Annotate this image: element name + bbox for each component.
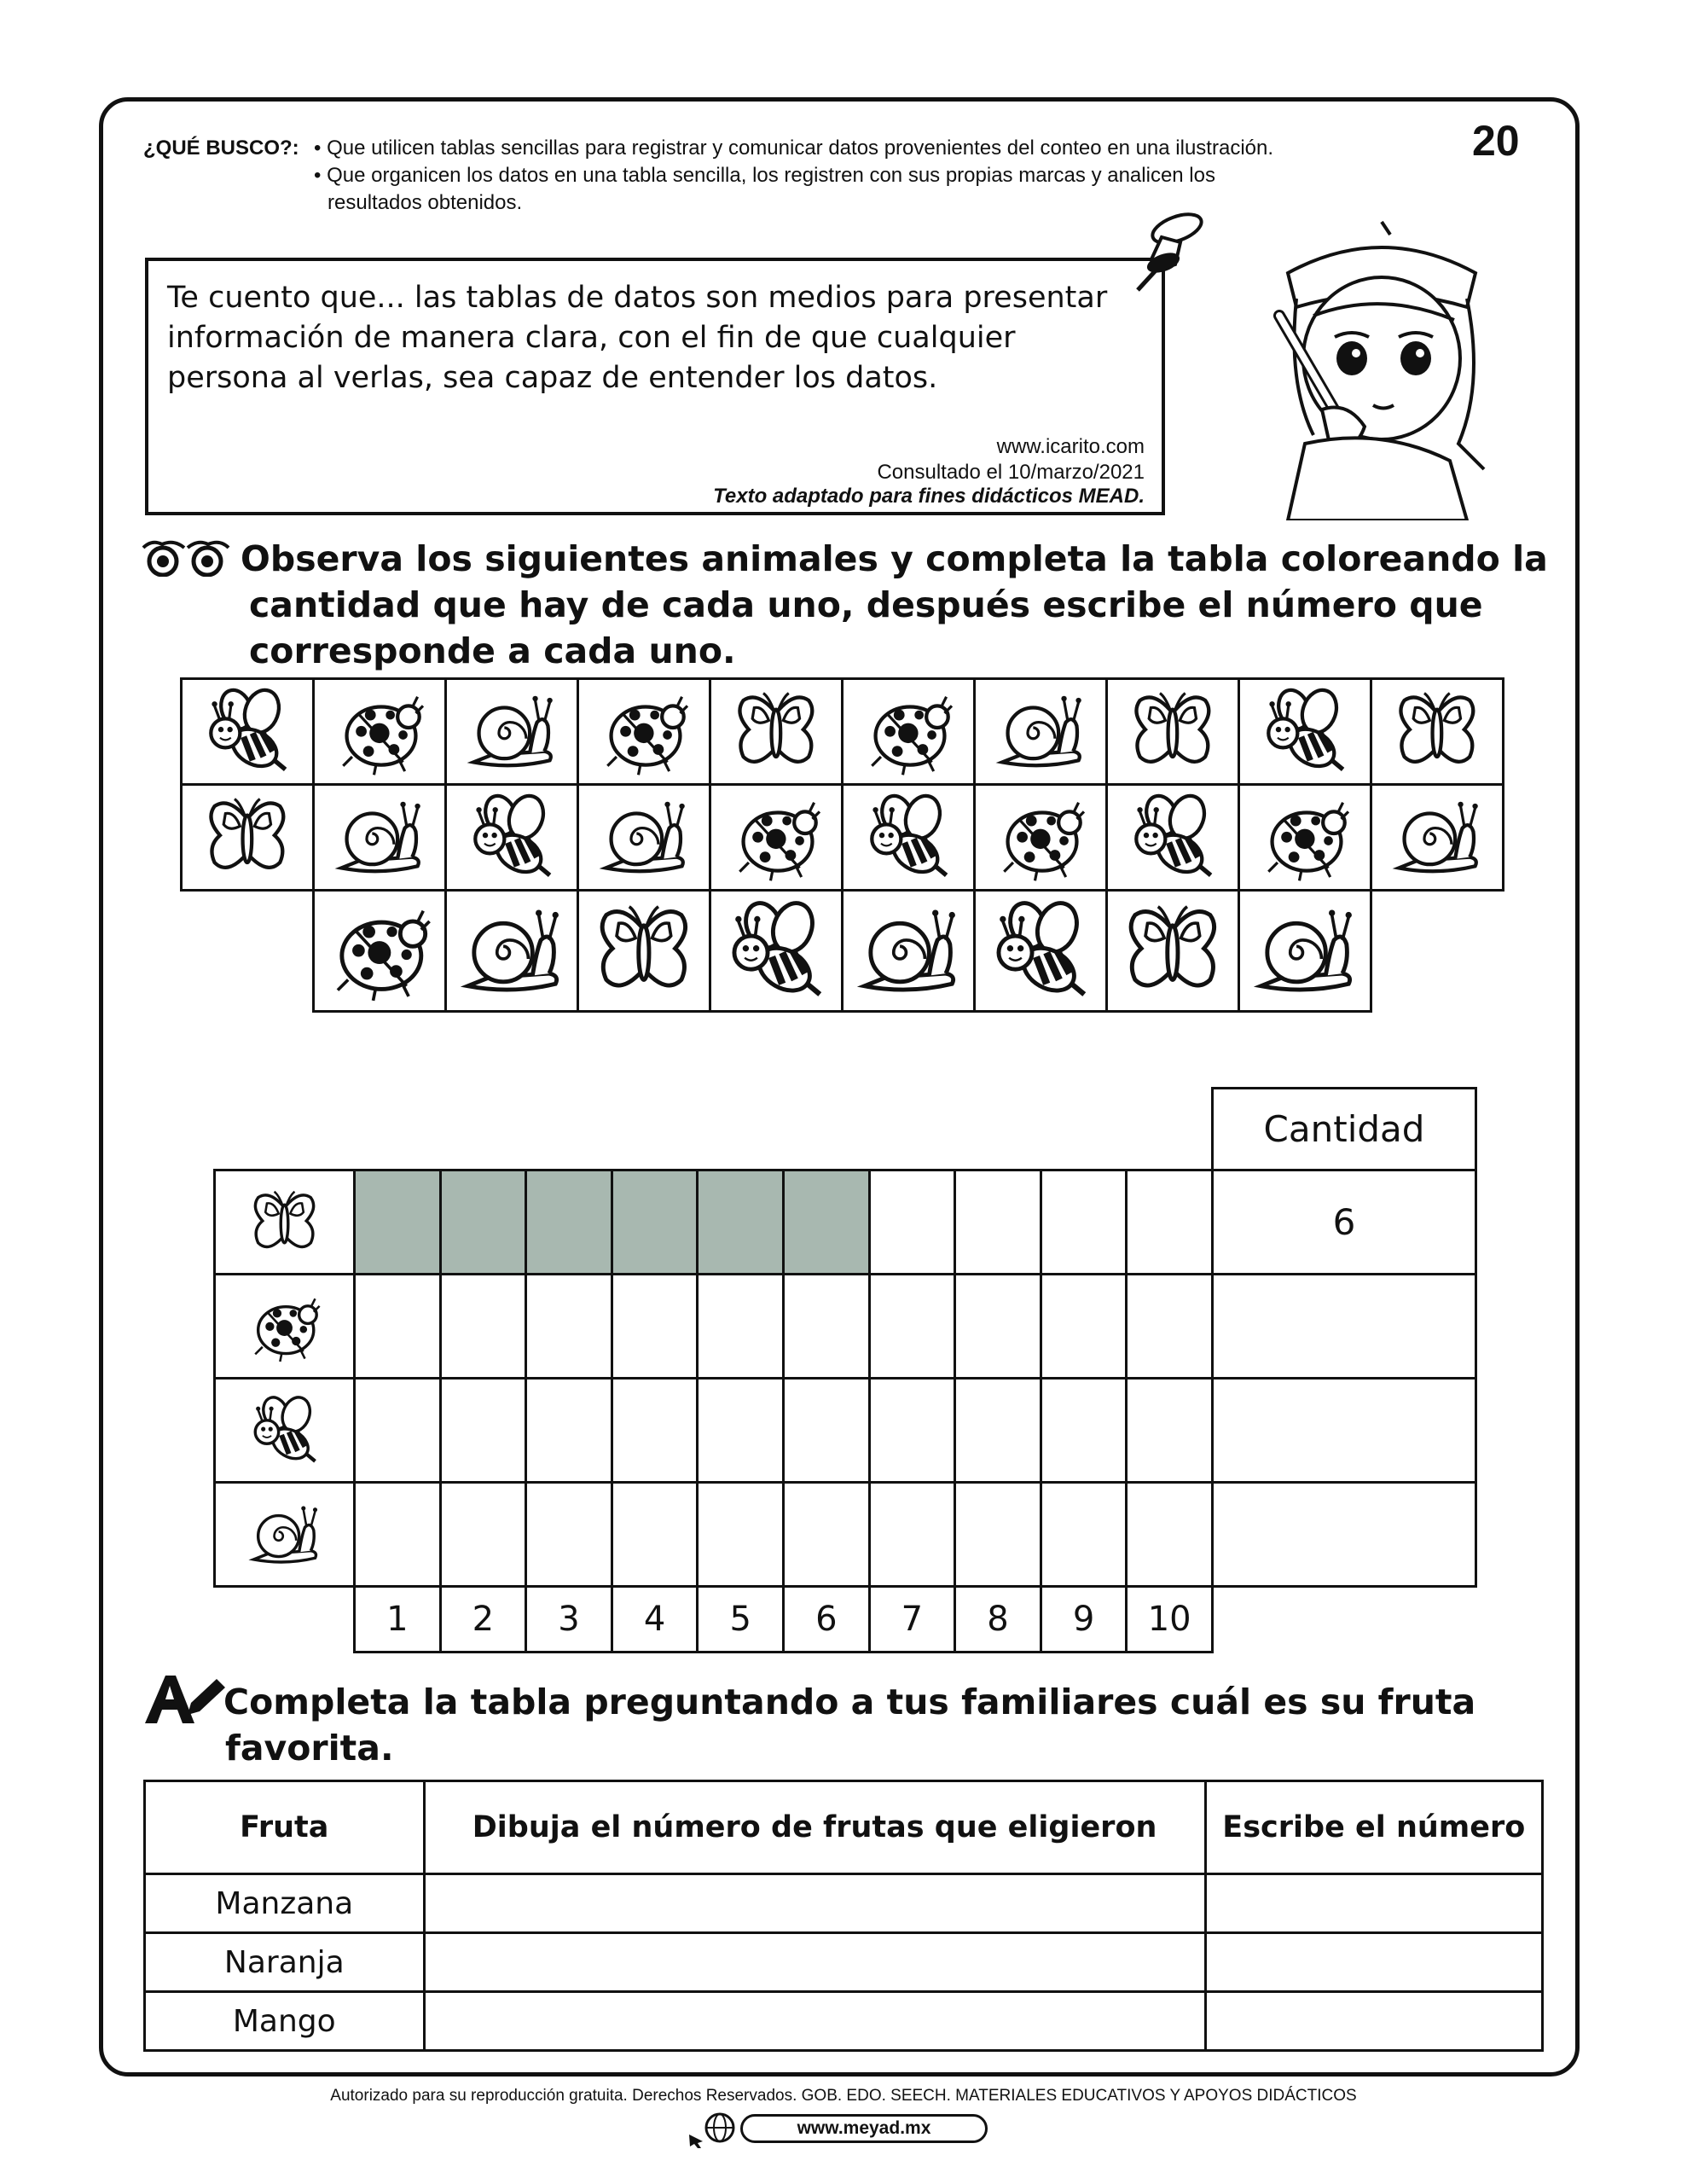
quantity-cell[interactable]	[1211, 1377, 1477, 1484]
header-fruit: Fruta	[145, 1781, 425, 1874]
objective-line-3: resultados obtenidos.	[328, 191, 523, 214]
fruit-name-manzana: Manzana	[145, 1874, 425, 1933]
bar-cell[interactable]	[868, 1377, 957, 1484]
eyes-icon	[142, 539, 230, 577]
bar-cell[interactable]	[954, 1481, 1042, 1588]
table-row	[145, 1992, 1543, 2051]
ladybug-icon	[851, 686, 965, 776]
fruit-name-naranja: Naranja	[145, 1933, 425, 1992]
objectives-label: ¿QUÉ BUSCO?:	[143, 136, 299, 160]
bar-cell[interactable]	[868, 1481, 957, 1588]
count-row-icon-cell	[213, 1481, 356, 1588]
bee-icon	[983, 898, 1098, 1002]
ladybug-icon	[587, 686, 701, 776]
bar-cell[interactable]	[439, 1481, 528, 1588]
bar-cell[interactable]	[1040, 1273, 1128, 1380]
number-label-cell: 7	[868, 1585, 957, 1653]
animal-cell	[1238, 889, 1372, 1013]
bar-cell[interactable]	[439, 1273, 528, 1380]
snail-icon	[1248, 898, 1362, 1002]
bar-cell[interactable]	[353, 1377, 442, 1484]
animal-cell	[312, 677, 447, 786]
snail-icon	[587, 792, 701, 882]
ladybug-icon	[719, 792, 833, 882]
animal-cell	[1105, 783, 1240, 892]
bar-cell[interactable]	[525, 1273, 613, 1380]
bar-cell[interactable]	[1125, 1481, 1214, 1588]
bee-icon	[1116, 792, 1230, 882]
bar-cell[interactable]	[1040, 1169, 1128, 1275]
bee-icon	[455, 792, 569, 882]
bee-icon	[719, 898, 833, 1002]
animal-cell	[709, 889, 844, 1013]
draw-cell[interactable]	[424, 1874, 1205, 1933]
bee-icon	[851, 792, 965, 882]
snail-icon	[851, 898, 965, 1002]
story-adapted-note: Texto adaptado para fines didácticos MEAD.	[713, 485, 1145, 508]
table-row	[145, 1933, 1543, 1992]
bee-icon	[241, 1394, 328, 1467]
number-label-cell: 5	[696, 1585, 785, 1653]
footer-link[interactable]: www.meyad.mx	[740, 2114, 988, 2143]
butterfly-icon	[719, 686, 833, 776]
number-cell[interactable]	[1205, 1992, 1542, 2051]
bar-cell[interactable]	[611, 1169, 699, 1275]
bar-cell[interactable]	[439, 1169, 528, 1275]
bar-cell[interactable]	[1125, 1273, 1214, 1380]
animal-cell	[577, 677, 711, 786]
number-label-cell: 2	[439, 1585, 528, 1653]
bar-cell[interactable]	[782, 1169, 871, 1275]
objective-line-1: • Que utilicen tablas sencillas para registrar y comunicar datos provenientes del conteo en una ilustración.	[314, 136, 1274, 160]
pushpin-icon	[1117, 205, 1211, 299]
animal-cell	[1370, 783, 1504, 892]
bar-cell[interactable]	[696, 1481, 785, 1588]
header-draw: Dibuja el número de frutas que eligieron	[424, 1781, 1205, 1874]
butterfly-icon	[190, 792, 304, 882]
bar-cell[interactable]	[782, 1377, 871, 1484]
bar-cell[interactable]	[1125, 1377, 1214, 1484]
footer-text: Autorizado para su reproducción gratuita. Derechos Reservados. GOB. EDO. SEECH. MATERIALES EDUCATIVOS Y APOYOS DIDÁCTICOS	[330, 2087, 1357, 2105]
bar-cell[interactable]	[611, 1481, 699, 1588]
instruction-1-line-1: Observa los siguientes animales y completa la tabla coloreando la	[241, 538, 1548, 579]
ladybug-icon	[1248, 792, 1362, 882]
quantity-cell[interactable]	[1211, 1481, 1477, 1588]
instruction-1-line-3: corresponde a cada uno.	[249, 630, 736, 671]
animal-cell	[841, 889, 976, 1013]
animal-cell	[577, 783, 711, 892]
bar-cell[interactable]	[954, 1273, 1042, 1380]
bar-cell[interactable]	[525, 1169, 613, 1275]
bar-cell[interactable]	[696, 1273, 785, 1380]
fruit-name-mango: Mango	[145, 1992, 425, 2051]
number-label-cell: 3	[525, 1585, 613, 1653]
number-label-cell: 10	[1125, 1585, 1214, 1653]
bar-cell[interactable]	[525, 1377, 613, 1484]
pencil-letter-icon	[142, 1672, 227, 1727]
animal-cell	[180, 677, 315, 786]
draw-cell[interactable]	[424, 1933, 1205, 1992]
count-row-icon-cell	[213, 1169, 356, 1275]
instruction-2-line-1: Completa la tabla preguntando a tus familiares cuál es su fruta	[223, 1682, 1476, 1722]
butterfly-icon	[1116, 898, 1230, 1002]
header-number: Escribe el número	[1205, 1781, 1542, 1874]
animal-cell	[180, 783, 315, 892]
ladybug-icon	[241, 1290, 328, 1363]
number-cell[interactable]	[1205, 1933, 1542, 1992]
snail-icon	[241, 1498, 328, 1571]
animal-cell	[973, 677, 1108, 786]
bar-cell[interactable]	[353, 1169, 442, 1275]
number-label-cell: 4	[611, 1585, 699, 1653]
globe-cursor-icon	[687, 2109, 739, 2148]
quantity-cell[interactable]	[1211, 1273, 1477, 1380]
butterfly-icon	[241, 1186, 328, 1259]
bee-icon	[190, 686, 304, 776]
fruit-table	[143, 1780, 1544, 2052]
count-row-icon-cell	[213, 1377, 356, 1484]
bar-cell[interactable]	[782, 1273, 871, 1380]
bar-cell[interactable]	[954, 1377, 1042, 1484]
number-label-cell: 8	[954, 1585, 1042, 1653]
bar-cell[interactable]	[954, 1169, 1042, 1275]
animal-cell	[1105, 889, 1240, 1013]
page-number: 20	[1472, 117, 1520, 165]
ladybug-icon	[322, 898, 437, 1002]
snail-icon	[1380, 792, 1494, 882]
snail-icon	[983, 686, 1098, 776]
animal-cell	[709, 783, 844, 892]
animal-cell	[312, 889, 447, 1013]
bar-cell[interactable]	[696, 1377, 785, 1484]
animal-cell	[1370, 677, 1504, 786]
bar-cell[interactable]	[1040, 1481, 1128, 1588]
animal-cell	[312, 783, 447, 892]
draw-cell[interactable]	[424, 1992, 1205, 2051]
instruction-2-line-2: favorita.	[225, 1728, 394, 1769]
bar-cell[interactable]	[525, 1481, 613, 1588]
instruction-1-line-2: cantidad que hay de cada uno, después escribe el número que	[249, 584, 1483, 625]
butterfly-icon	[1116, 686, 1230, 776]
animal-cell	[973, 783, 1108, 892]
objective-line-2: • Que organicen los datos en una tabla sencilla, los registren con sus propias marcas y analicen los	[314, 164, 1215, 187]
number-cell[interactable]	[1205, 1874, 1542, 1933]
girl-with-pencil-illustration	[1254, 213, 1510, 520]
bar-cell[interactable]	[1125, 1169, 1214, 1275]
quantity-cell[interactable]: 6	[1211, 1169, 1477, 1275]
animal-cell	[1238, 677, 1372, 786]
animal-cell	[577, 889, 711, 1013]
bar-cell[interactable]	[696, 1169, 785, 1275]
story-consulted: Consultado el 10/marzo/2021	[877, 461, 1145, 484]
butterfly-icon	[1380, 686, 1494, 776]
bar-cell[interactable]	[353, 1273, 442, 1380]
count-row-icon-cell	[213, 1273, 356, 1380]
animal-cell	[841, 677, 976, 786]
bar-cell[interactable]	[868, 1169, 957, 1275]
number-label-cell: 6	[782, 1585, 871, 1653]
butterfly-icon	[587, 898, 701, 1002]
animal-cell	[709, 677, 844, 786]
bar-cell[interactable]	[782, 1481, 871, 1588]
story-source-url: www.icarito.com	[996, 435, 1145, 458]
bar-cell[interactable]	[1040, 1377, 1128, 1484]
number-label-cell: 1	[353, 1585, 442, 1653]
animal-cell	[841, 783, 976, 892]
story-box	[145, 258, 1165, 515]
quantity-header: Cantidad	[1211, 1087, 1477, 1171]
animal-cell	[444, 889, 579, 1013]
animal-cell	[973, 889, 1108, 1013]
bee-icon	[1248, 686, 1362, 776]
bar-cell[interactable]	[868, 1273, 957, 1380]
bar-cell[interactable]	[353, 1481, 442, 1588]
animal-cell	[444, 677, 579, 786]
ladybug-icon	[322, 686, 437, 776]
table-row	[145, 1874, 1543, 1933]
snail-icon	[455, 898, 569, 1002]
bar-cell[interactable]	[439, 1377, 528, 1484]
bar-cell[interactable]	[611, 1273, 699, 1380]
animal-cell	[444, 783, 579, 892]
snail-icon	[322, 792, 437, 882]
animal-cell	[1238, 783, 1372, 892]
number-label-cell: 9	[1040, 1585, 1128, 1653]
animal-cell	[1105, 677, 1240, 786]
bar-cell[interactable]	[611, 1377, 699, 1484]
story-text: Te cuento que... las tablas de datos son medios para presentar información de manera clara, con el fin de que cualquier persona al verlas, sea capaz de entender los datos.	[167, 281, 1108, 395]
fruit-table-header-row	[145, 1781, 1543, 1874]
ladybug-icon	[983, 792, 1098, 882]
snail-icon	[455, 686, 569, 776]
